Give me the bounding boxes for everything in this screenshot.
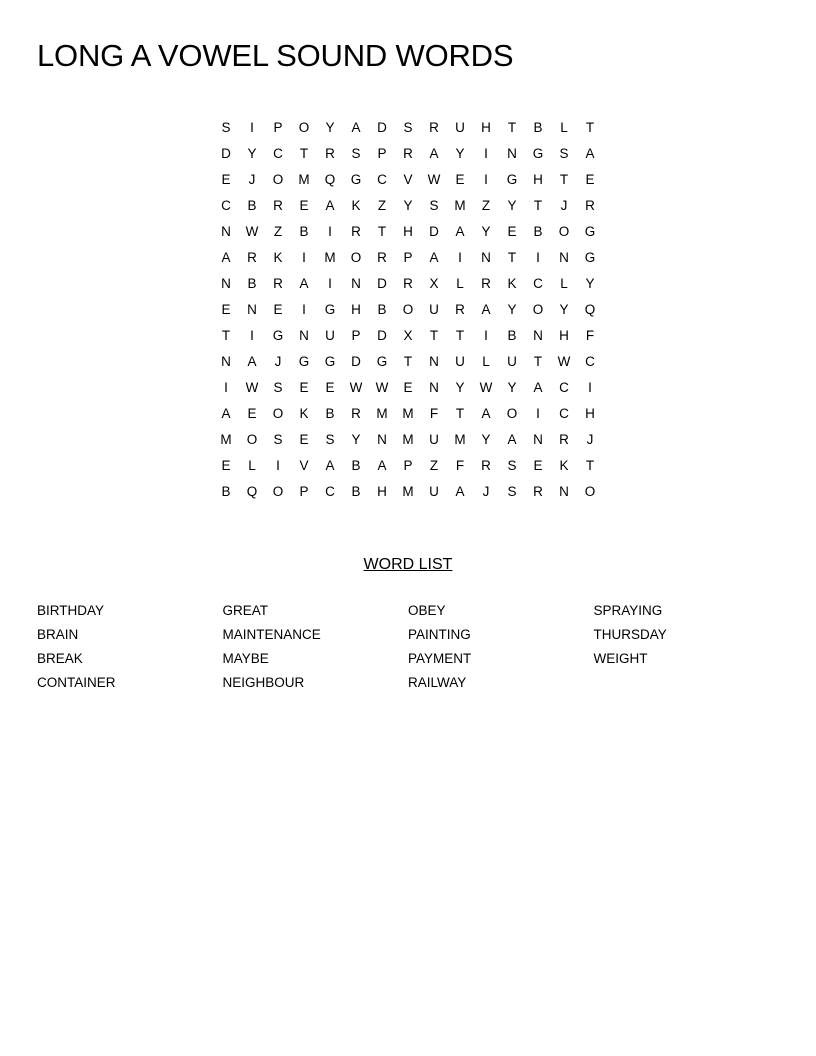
grid-letter: H — [403, 224, 413, 239]
grid-letter: X — [429, 276, 439, 291]
grid-letter: T — [559, 172, 569, 187]
grid-letter: B — [299, 224, 309, 239]
grid-letter: B — [351, 458, 361, 473]
grid-letter: N — [351, 276, 361, 291]
grid-letter: T — [533, 354, 543, 369]
grid-letter: G — [272, 328, 284, 343]
grid-letter: A — [481, 302, 491, 317]
grid-letter: I — [536, 406, 540, 421]
grid-row — [213, 193, 603, 219]
grid-letter: Y — [507, 380, 517, 395]
grid-letter: A — [221, 250, 231, 265]
grid-row — [213, 453, 603, 479]
grid-letter: R — [455, 302, 465, 317]
grid-letter: P — [403, 458, 413, 473]
grid-letter: W — [375, 380, 389, 395]
grid-letter: N — [559, 250, 569, 265]
grid-letter: M — [454, 198, 466, 213]
grid-letter: Y — [481, 432, 491, 447]
grid-letter: I — [536, 250, 540, 265]
grid-row — [213, 115, 603, 141]
grid-row — [213, 401, 603, 427]
grid-letter: R — [325, 146, 335, 161]
grid-letter: K — [507, 276, 517, 291]
grid-letter: G — [506, 172, 518, 187]
grid-letter: A — [429, 146, 439, 161]
grid-letter: P — [351, 328, 361, 343]
grid-letter: B — [533, 120, 543, 135]
word-list-item: MAINTENANCE — [222, 627, 321, 642]
word-list-item: CONTAINER — [37, 675, 116, 690]
grid-letter: R — [247, 250, 257, 265]
grid-letter: K — [351, 198, 361, 213]
grid-letter: E — [221, 458, 231, 473]
grid-letter: O — [272, 484, 284, 499]
grid-letter: I — [328, 276, 332, 291]
grid-letter: D — [377, 276, 387, 291]
grid-letter: J — [560, 198, 568, 213]
grid-letter: U — [325, 328, 335, 343]
word-list-heading: WORD LIST — [363, 556, 453, 573]
grid-letter: T — [507, 120, 517, 135]
word-list-item: BREAK — [37, 651, 83, 666]
grid-letter: C — [559, 406, 569, 421]
grid-letter: I — [484, 146, 488, 161]
grid-letter: N — [247, 302, 257, 317]
grid-letter: A — [351, 120, 361, 135]
grid-letter: M — [402, 406, 414, 421]
grid-letter: K — [273, 250, 283, 265]
grid-letter: E — [403, 380, 413, 395]
grid-letter: T — [299, 146, 309, 161]
grid-row — [213, 349, 603, 375]
grid-letter: Z — [377, 198, 387, 213]
grid-letter: R — [533, 484, 543, 499]
grid-letter: G — [298, 354, 310, 369]
grid-letter: R — [351, 224, 361, 239]
grid-row — [213, 271, 603, 297]
grid-letter: G — [350, 172, 362, 187]
grid-letter: X — [403, 328, 413, 343]
grid-letter: Z — [429, 458, 439, 473]
word-list-column — [223, 599, 403, 695]
grid-letter: A — [533, 380, 543, 395]
grid-letter: A — [481, 406, 491, 421]
grid-letter: D — [351, 354, 361, 369]
grid-letter: O — [506, 406, 518, 421]
grid-row — [213, 375, 603, 401]
grid-letter: T — [585, 458, 595, 473]
grid-letter: O — [558, 224, 570, 239]
grid-letter: I — [484, 328, 488, 343]
word-list-item: RAILWAY — [408, 675, 467, 690]
grid-letter: O — [298, 120, 310, 135]
grid-row — [213, 141, 603, 167]
grid-letter: J — [482, 484, 490, 499]
grid-letter: U — [429, 432, 439, 447]
grid-row — [213, 245, 603, 271]
grid-letter: B — [247, 276, 257, 291]
grid-letter: S — [429, 198, 439, 213]
grid-letter: W — [557, 354, 571, 369]
grid-letter: C — [585, 354, 595, 369]
grid-letter: S — [507, 484, 517, 499]
grid-letter: P — [377, 146, 387, 161]
grid-letter: K — [299, 406, 309, 421]
grid-letter: V — [403, 172, 413, 187]
grid-letter: R — [403, 276, 413, 291]
grid-letter: A — [507, 432, 517, 447]
grid-letter: B — [377, 302, 387, 317]
grid-letter: E — [533, 458, 543, 473]
grid-letter: M — [220, 432, 232, 447]
grid-letter: N — [429, 380, 439, 395]
grid-letter: Y — [247, 146, 257, 161]
grid-letter: A — [247, 354, 257, 369]
grid-letter: Y — [559, 302, 569, 317]
grid-letter: P — [299, 484, 309, 499]
grid-letter: I — [276, 458, 280, 473]
grid-letter: S — [559, 146, 569, 161]
grid-letter: O — [272, 406, 284, 421]
grid-letter: N — [221, 224, 231, 239]
grid-letter: R — [559, 432, 569, 447]
grid-letter: I — [328, 224, 332, 239]
grid-letter: E — [299, 380, 309, 395]
grid-letter: J — [248, 172, 256, 187]
grid-letter: N — [481, 250, 491, 265]
word-list-item: OBEY — [408, 603, 446, 618]
grid-letter: Z — [481, 198, 491, 213]
grid-letter: R — [273, 276, 283, 291]
grid-row — [213, 427, 603, 453]
grid-letter: H — [481, 120, 491, 135]
word-list-column — [37, 599, 217, 695]
grid-letter: M — [298, 172, 310, 187]
grid-letter: M — [402, 432, 414, 447]
grid-letter: F — [455, 458, 465, 473]
grid-letter: L — [456, 276, 464, 291]
grid-letter: M — [454, 432, 466, 447]
word-list-column — [594, 599, 774, 671]
grid-letter: E — [247, 406, 257, 421]
grid-letter: H — [559, 328, 569, 343]
grid-letter: R — [585, 198, 595, 213]
grid-letter: H — [377, 484, 387, 499]
grid-letter: T — [455, 406, 465, 421]
grid-letter: L — [482, 354, 490, 369]
grid-letter: A — [221, 406, 231, 421]
grid-letter: W — [479, 380, 493, 395]
grid-letter: G — [324, 302, 336, 317]
grid-letter: O — [350, 250, 362, 265]
grid-letter: Q — [324, 172, 336, 187]
grid-letter: Z — [273, 224, 283, 239]
grid-letter: G — [584, 250, 596, 265]
grid-letter: S — [351, 146, 361, 161]
grid-letter: D — [429, 224, 439, 239]
grid-letter: M — [324, 250, 336, 265]
grid-letter: I — [224, 380, 228, 395]
grid-letter: R — [429, 120, 439, 135]
word-list-column — [408, 599, 588, 695]
grid-letter: U — [429, 484, 439, 499]
grid-letter: Y — [403, 198, 413, 213]
grid-letter: B — [221, 484, 231, 499]
word-list-item: PAINTING — [408, 627, 471, 642]
grid-letter: P — [403, 250, 413, 265]
grid-letter: I — [250, 120, 254, 135]
grid-letter: T — [377, 224, 387, 239]
grid-letter: I — [484, 172, 488, 187]
grid-letter: N — [377, 432, 387, 447]
grid-letter: K — [559, 458, 569, 473]
grid-letter: P — [273, 120, 283, 135]
grid-letter: O — [272, 172, 284, 187]
grid-letter: S — [273, 432, 283, 447]
grid-letter: R — [351, 406, 361, 421]
grid-letter: R — [377, 250, 387, 265]
grid-letter: A — [455, 224, 465, 239]
grid-letter: E — [221, 302, 231, 317]
word-list-item: WEIGHT — [593, 651, 648, 666]
grid-letter: N — [533, 432, 543, 447]
grid-letter: E — [507, 224, 517, 239]
grid-letter: I — [302, 250, 306, 265]
grid-letter: T — [403, 354, 413, 369]
grid-letter: A — [455, 484, 465, 499]
grid-letter: M — [402, 484, 414, 499]
grid-letter: O — [246, 432, 258, 447]
word-list-item: NEIGHBOUR — [222, 675, 305, 690]
grid-letter: T — [429, 328, 439, 343]
grid-letter: E — [455, 172, 465, 187]
grid-letter: E — [585, 172, 595, 187]
grid-letter: D — [377, 328, 387, 343]
grid-letter: Y — [507, 302, 517, 317]
grid-letter: H — [351, 302, 361, 317]
grid-letter: L — [560, 276, 568, 291]
grid-letter: Y — [351, 432, 361, 447]
grid-letter: C — [559, 380, 569, 395]
grid-letter: U — [429, 302, 439, 317]
grid-letter: V — [299, 458, 309, 473]
grid-letter: R — [481, 458, 491, 473]
grid-letter: H — [533, 172, 543, 187]
grid-letter: W — [245, 380, 259, 395]
grid-row — [213, 297, 603, 323]
grid-letter: E — [273, 302, 283, 317]
grid-letter: S — [325, 432, 335, 447]
grid-letter: I — [302, 302, 306, 317]
word-list-item: MAYBE — [222, 651, 269, 666]
grid-letter: B — [507, 328, 517, 343]
grid-letter: S — [273, 380, 283, 395]
grid-letter: O — [402, 302, 414, 317]
grid-letter: F — [585, 328, 595, 343]
grid-letter: I — [250, 328, 254, 343]
grid-letter: E — [325, 380, 335, 395]
grid-letter: L — [560, 120, 568, 135]
grid-letter: G — [376, 354, 388, 369]
grid-letter: N — [299, 328, 309, 343]
grid-letter: U — [455, 120, 465, 135]
grid-letter: E — [221, 172, 231, 187]
grid-letter: N — [221, 354, 231, 369]
grid-letter: A — [585, 146, 595, 161]
grid-letter: L — [248, 458, 256, 473]
grid-letter: C — [377, 172, 387, 187]
grid-letter: E — [299, 198, 309, 213]
grid-letter: Y — [325, 120, 335, 135]
word-list-item: BRAIN — [37, 627, 79, 642]
grid-letter: N — [559, 484, 569, 499]
grid-letter: C — [273, 146, 283, 161]
grid-letter: Y — [507, 198, 517, 213]
grid-letter: Q — [246, 484, 258, 499]
grid-letter: A — [325, 458, 335, 473]
word-list-item: BIRTHDAY — [37, 603, 105, 618]
grid-letter: N — [533, 328, 543, 343]
grid-letter: Y — [455, 146, 465, 161]
grid-letter: C — [533, 276, 543, 291]
word-list-item: SPRAYING — [593, 603, 663, 618]
grid-letter: B — [351, 484, 361, 499]
grid-letter: T — [221, 328, 231, 343]
grid-letter: U — [507, 354, 517, 369]
grid-letter: S — [221, 120, 231, 135]
grid-letter: I — [458, 250, 462, 265]
grid-letter: J — [586, 432, 594, 447]
grid-letter: T — [455, 328, 465, 343]
grid-letter: Y — [455, 380, 465, 395]
grid-row — [213, 479, 603, 505]
grid-letter: N — [507, 146, 517, 161]
grid-letter: R — [403, 146, 413, 161]
grid-letter: A — [377, 458, 387, 473]
grid-letter: S — [507, 458, 517, 473]
grid-row — [213, 167, 603, 193]
grid-letter: Y — [481, 224, 491, 239]
grid-letter: B — [325, 406, 335, 421]
grid-letter: W — [245, 224, 259, 239]
grid-letter: C — [221, 198, 231, 213]
word-list-item: PAYMENT — [408, 651, 472, 666]
grid-letter: I — [588, 380, 592, 395]
grid-letter: N — [221, 276, 231, 291]
grid-letter: G — [324, 354, 336, 369]
page-title: LONG A VOWEL SOUND WORDS — [37, 38, 514, 73]
grid-letter: W — [349, 380, 363, 395]
grid-letter: B — [247, 198, 257, 213]
grid-letter: Y — [585, 276, 595, 291]
grid-letter: A — [325, 198, 335, 213]
grid-letter: T — [533, 198, 543, 213]
grid-letter: D — [377, 120, 387, 135]
word-list-item: THURSDAY — [593, 627, 667, 642]
grid-letter: G — [532, 146, 544, 161]
grid-letter: D — [221, 146, 231, 161]
grid-row — [213, 323, 603, 349]
grid-letter: J — [274, 354, 282, 369]
grid-letter: W — [427, 172, 441, 187]
grid-letter: G — [584, 224, 596, 239]
word-list-item: GREAT — [222, 603, 269, 618]
grid-letter: T — [585, 120, 595, 135]
grid-letter: N — [429, 354, 439, 369]
grid-letter: O — [584, 484, 596, 499]
grid-letter: B — [533, 224, 543, 239]
grid-letter: C — [325, 484, 335, 499]
grid-letter: H — [585, 406, 595, 421]
word-search-grid — [213, 115, 603, 505]
grid-letter: O — [532, 302, 544, 317]
grid-letter: E — [299, 432, 309, 447]
grid-letter: T — [507, 250, 517, 265]
grid-letter: R — [273, 198, 283, 213]
grid-letter: R — [481, 276, 491, 291]
grid-letter: A — [429, 250, 439, 265]
grid-letter: S — [403, 120, 413, 135]
grid-letter: M — [376, 406, 388, 421]
grid-letter: F — [429, 406, 439, 421]
grid-row — [213, 219, 603, 245]
grid-letter: U — [455, 354, 465, 369]
grid-letter: Q — [584, 302, 596, 317]
grid-letter: A — [299, 276, 309, 291]
